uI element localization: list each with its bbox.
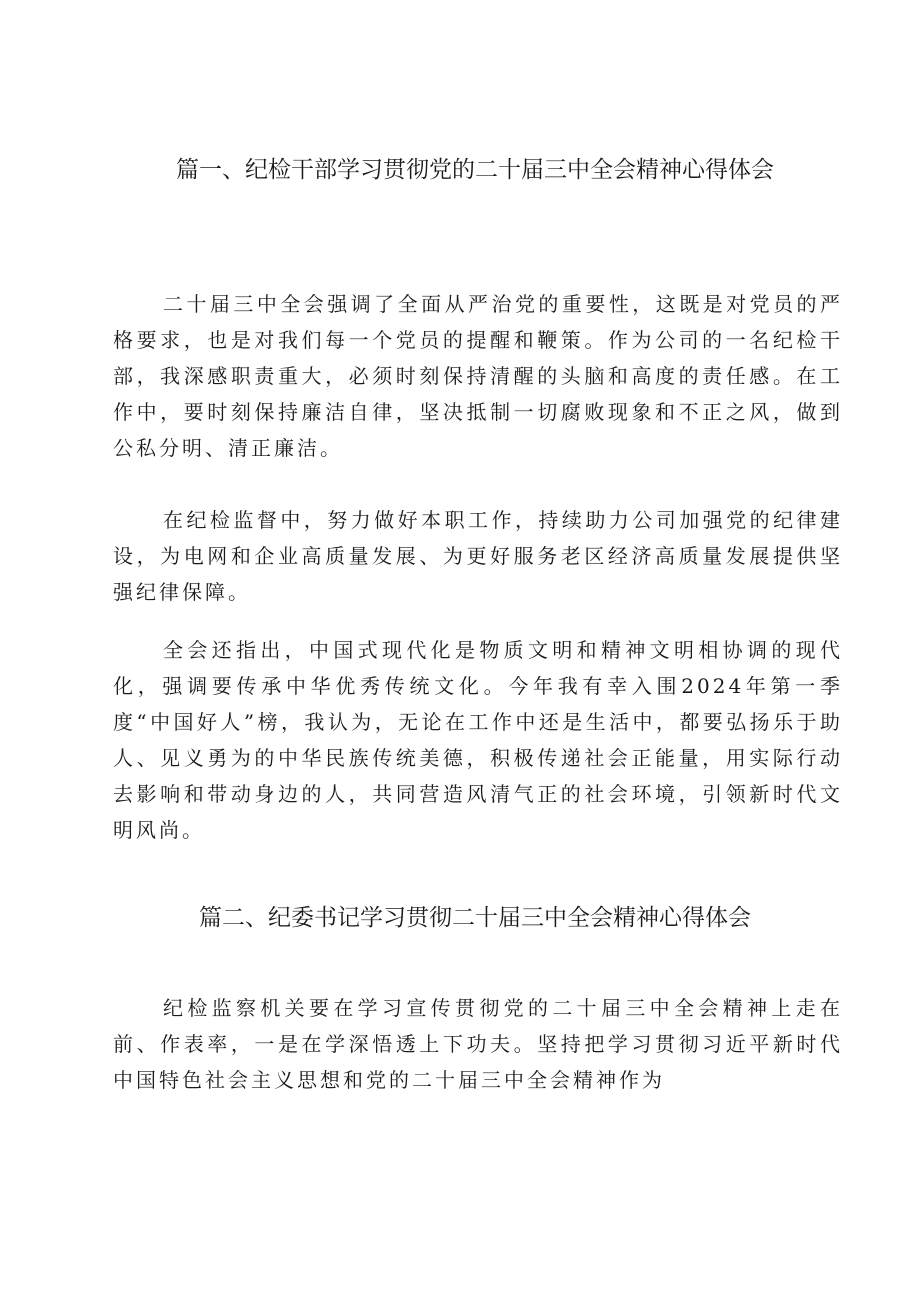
article1-paragraph-1: 二十届三中全会强调了全面从严治党的重要性，这既是对党员的严格要求，也是对我们每一个党员的提醒和鞭策。作为公司的一名纪检干部，我深感职责重大，必须时刻保持清醒的头脑和高度的责任感。在工作中，要时刻保持廉洁自律，坚决抵制一切腐败现象和不正之风，做到公私分明、清正廉洁。 [113, 292, 843, 460]
article2-title: 篇二、纪委书记学习贯彻二十届三中全会精神心得体会 [199, 905, 751, 931]
article2-paragraph-1: 纪检监察机关要在学习宣传贯彻党的二十届三中全会精神上走在前、作表率，一是在学深悟透上下功夫。坚持把学习贯彻习近平新时代中国特色社会主义思想和党的二十届三中全会精神作为 [113, 996, 843, 1092]
article1-paragraph-2: 在纪检监督中，努力做好本职工作，持续助力公司加强党的纪律建设，为电网和企业高质量发展、为更好服务老区经济高质量发展提供坚强纪律保障。 [113, 508, 843, 604]
article1-title: 篇一、纪检干部学习贯彻党的二十届三中全会精神心得体会 [176, 157, 774, 183]
article1-paragraph-3: 全会还指出，中国式现代化是物质文明和精神文明相协调的现代化，强调要传承中华优秀传统文化。今年我有幸入围2024年第一季度“中国好人”榜，我认为，无论在工作中还是生活中，都要弘扬乐于助人、见义勇为的中华民族传统美德，积极传递社会正能量，用实际行动去影响和带动身边的人，共同营造风清气正的社会环境，引领新时代文明风尚。 [113, 638, 843, 842]
